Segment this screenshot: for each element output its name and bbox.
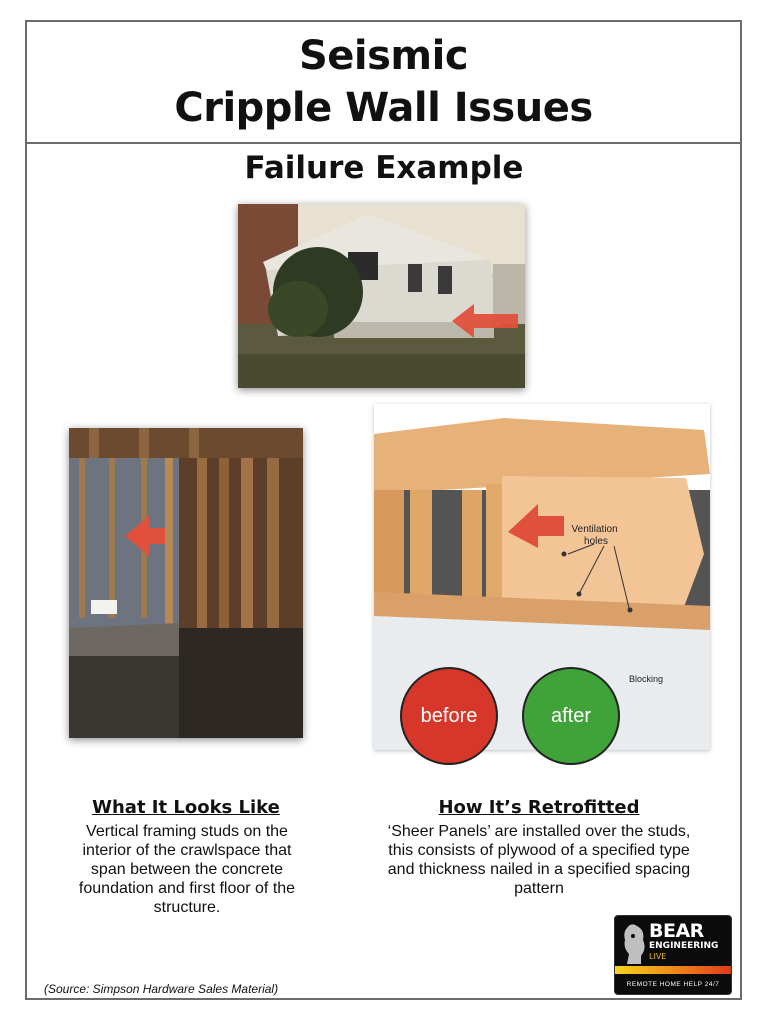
ventilation-label-2: holes [584,536,608,547]
right-column-body [360,822,718,898]
logo-name-2: ENGINEERING [649,941,719,951]
right-column-heading: How It’s Retrofitted [438,797,640,818]
ventilation-label-1: Ventilation [571,524,618,535]
logo-name-3: LIVE [649,952,667,961]
failure-house-photo [238,204,525,388]
before-label: before [420,704,478,727]
logo-tagline: REMOTE HOME HELP 24/7 [626,981,720,988]
logo-name: BEAR [649,920,704,942]
bear-engineering-logo [614,915,732,995]
title-line-1: Seismic [298,33,469,79]
after-label: after [550,704,592,727]
left-column-heading: What It Looks Like [92,797,280,818]
right-line-2: this consists of plywood of a specified type [388,842,690,859]
right-line-1: ‘Sheer Panels’ are installed over the studs, [387,823,691,840]
title-header [27,22,740,144]
source-citation: (Source: Simpson Hardware Sales Material) [44,982,279,996]
logo-color-bar [615,966,731,974]
right-line-4: pattern [514,880,564,897]
left-line-1: Vertical framing studs on the [86,823,288,840]
page-title [27,22,740,134]
after-badge [522,667,620,765]
left-line-4: foundation and first floor of the [78,880,296,897]
left-column-body [42,822,332,917]
left-line-3: span between the concrete [90,861,284,878]
bear-icon [619,922,649,966]
before-badge [400,667,498,765]
left-line-5: structure. [153,899,221,916]
title-line-2: Cripple Wall Issues [174,85,593,131]
blocking-label: Blocking [629,674,664,684]
left-line-2: interior of the crawlspace that [82,842,292,859]
section-subtitle: Failure Example [244,150,524,186]
right-line-3: and thickness nailed in a specified spacing [387,861,691,878]
crawlspace-studs-photo [69,428,303,738]
